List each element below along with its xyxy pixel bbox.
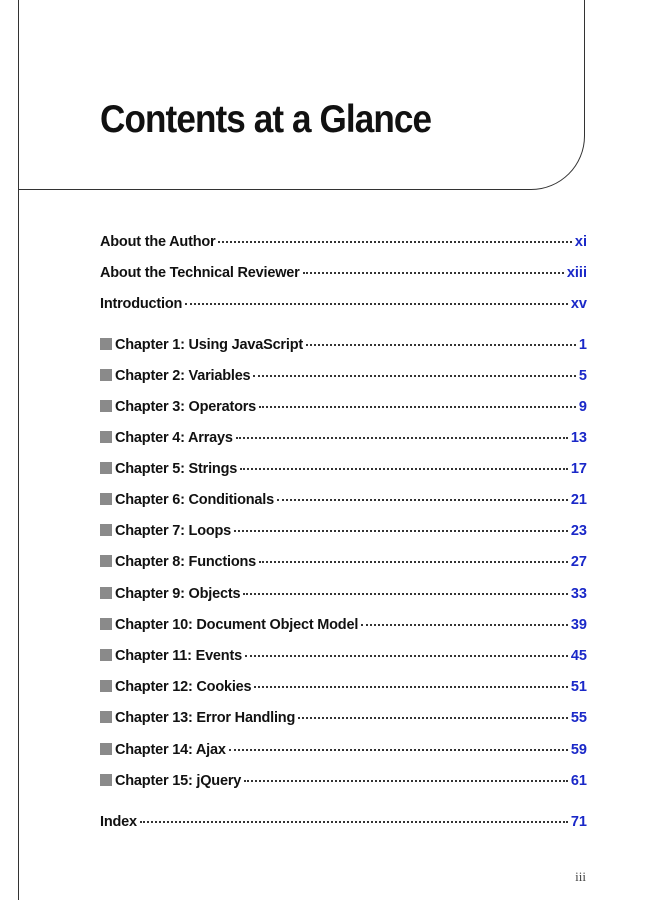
toc-entry-page-number[interactable]: 9: [578, 399, 587, 415]
toc-entry-label: [100, 742, 226, 758]
toc-entry-page-number[interactable]: 71: [570, 814, 587, 830]
toc-entry-label: [100, 773, 241, 789]
dot-leader: [277, 499, 568, 501]
dot-leader: [244, 780, 568, 782]
toc-entry-text: Chapter 1: Using JavaScript: [115, 337, 303, 353]
toc-entry-about-author[interactable]: [100, 234, 587, 254]
toc-entry-about-reviewer[interactable]: [100, 265, 587, 285]
header-frame: [18, 0, 585, 190]
dot-leader: [306, 344, 576, 346]
toc-entry-page-number[interactable]: xv: [570, 296, 587, 312]
toc-entry-chapter-1[interactable]: [100, 337, 587, 357]
toc-entry-text: Chapter 11: Events: [115, 648, 242, 664]
toc-entry-chapter-8[interactable]: [100, 554, 587, 574]
toc-entry-text: Chapter 3: Operators: [115, 399, 257, 415]
toc-entry-label: About the Technical Reviewer: [100, 265, 300, 281]
toc-entry-chapter-5[interactable]: [100, 461, 587, 481]
toc-entry-label: [100, 554, 256, 570]
toc-entry-chapter-12[interactable]: [100, 679, 587, 699]
square-bullet-icon: [100, 774, 112, 786]
dot-leader: [259, 561, 568, 563]
toc-entry-page-number[interactable]: 51: [570, 679, 587, 695]
dot-leader: [140, 821, 568, 823]
square-bullet-icon: [100, 618, 112, 630]
toc-entry-page-number[interactable]: 59: [570, 742, 587, 758]
toc-entry-label: [100, 617, 358, 633]
toc-entry-page-number[interactable]: xiii: [566, 265, 587, 281]
toc-entry-text: Chapter 5: Strings: [115, 461, 238, 477]
toc-entry-chapter-6[interactable]: [100, 492, 587, 512]
toc-entry-text: Chapter 15: jQuery: [115, 773, 242, 789]
square-bullet-icon: [100, 369, 112, 381]
toc-entry-text: Chapter 4: Arrays: [115, 430, 233, 446]
toc-entry-label: [100, 679, 251, 695]
toc-entry-label: [100, 492, 274, 508]
square-bullet-icon: [100, 400, 112, 412]
toc-entry-text: Chapter 10: Document Object Model: [115, 617, 359, 633]
page-folio: iii: [575, 869, 586, 884]
toc-entry-label: [100, 461, 237, 477]
page-title: Contents at a Glance: [100, 98, 432, 141]
dot-leader: [185, 303, 568, 305]
square-bullet-icon: [100, 462, 112, 474]
dot-leader: [254, 686, 567, 688]
toc-entry-chapter-3[interactable]: [100, 399, 587, 419]
toc-entry-label: [100, 710, 295, 726]
toc-entry-chapter-2[interactable]: [100, 368, 587, 388]
dot-leader: [298, 717, 568, 719]
dot-leader: [259, 406, 576, 408]
toc-entry-page-number[interactable]: xi: [574, 234, 587, 250]
toc-entry-label: Introduction: [100, 296, 183, 312]
square-bullet-icon: [100, 555, 112, 567]
square-bullet-icon: [100, 680, 112, 692]
dot-leader: [253, 375, 576, 377]
toc-entry-label: [100, 399, 256, 415]
dot-leader: [245, 655, 568, 657]
toc-entry-page-number[interactable]: 61: [570, 773, 587, 789]
toc-entry-label: [100, 368, 250, 384]
toc-entry-page-number[interactable]: 23: [570, 523, 587, 539]
square-bullet-icon: [100, 524, 112, 536]
square-bullet-icon: [100, 493, 112, 505]
square-bullet-icon: [100, 743, 112, 755]
dot-leader: [236, 437, 568, 439]
toc-entry-page-number[interactable]: 13: [570, 430, 587, 446]
toc-entry-text: Chapter 14: Ajax: [115, 742, 226, 758]
toc-entry-chapter-11[interactable]: [100, 648, 587, 668]
toc-entry-chapter-15[interactable]: [100, 773, 587, 793]
toc-entry-label: [100, 586, 240, 602]
toc-entry-page-number[interactable]: 45: [570, 648, 587, 664]
toc-entry-text: Chapter 2: Variables: [115, 368, 251, 384]
dot-leader: [240, 468, 568, 470]
dot-leader: [234, 530, 568, 532]
toc-entry-introduction[interactable]: [100, 296, 587, 316]
square-bullet-icon: [100, 338, 112, 350]
toc-entry-page-number[interactable]: 1: [578, 337, 587, 353]
toc-entry-chapter-14[interactable]: [100, 742, 587, 762]
dot-leader: [218, 241, 571, 243]
square-bullet-icon: [100, 431, 112, 443]
toc-entry-page-number[interactable]: 17: [570, 461, 587, 477]
toc-entry-text: Chapter 8: Functions: [115, 554, 257, 570]
toc-entry-chapter-9[interactable]: [100, 586, 587, 606]
toc-entry-index[interactable]: [100, 814, 587, 834]
toc-entry-chapter-13[interactable]: [100, 710, 587, 730]
toc-entry-page-number[interactable]: 5: [578, 368, 587, 384]
dot-leader: [229, 749, 568, 751]
toc-entry-page-number[interactable]: 39: [570, 617, 587, 633]
toc-entry-page-number[interactable]: 55: [570, 710, 587, 726]
square-bullet-icon: [100, 711, 112, 723]
toc-entry-text: Chapter 9: Objects: [115, 586, 241, 602]
toc-entry-label: [100, 337, 303, 353]
dot-leader: [361, 624, 568, 626]
toc-entry-text: Chapter 12: Cookies: [115, 679, 252, 695]
toc-entry-label: About the Author: [100, 234, 216, 250]
toc-entry-label: Index: [100, 814, 137, 830]
dot-leader: [303, 272, 564, 274]
toc-entry-label: [100, 523, 231, 539]
toc-entry-text: Chapter 13: Error Handling: [115, 710, 296, 726]
dot-leader: [243, 593, 568, 595]
toc-entry-label: [100, 648, 242, 664]
toc-entry-page-number[interactable]: 33: [570, 586, 587, 602]
toc-entry-chapter-4[interactable]: [100, 430, 587, 450]
toc-entry-label: [100, 430, 233, 446]
toc-entry-text: Chapter 6: Conditionals: [115, 492, 274, 508]
toc-entry-page-number[interactable]: 27: [570, 554, 587, 570]
toc-entry-text: Chapter 7: Loops: [115, 523, 232, 539]
square-bullet-icon: [100, 649, 112, 661]
toc-entry-chapter-10[interactable]: [100, 617, 587, 637]
toc-entry-chapter-7[interactable]: [100, 523, 587, 543]
toc-entry-page-number[interactable]: 21: [570, 492, 587, 508]
square-bullet-icon: [100, 587, 112, 599]
